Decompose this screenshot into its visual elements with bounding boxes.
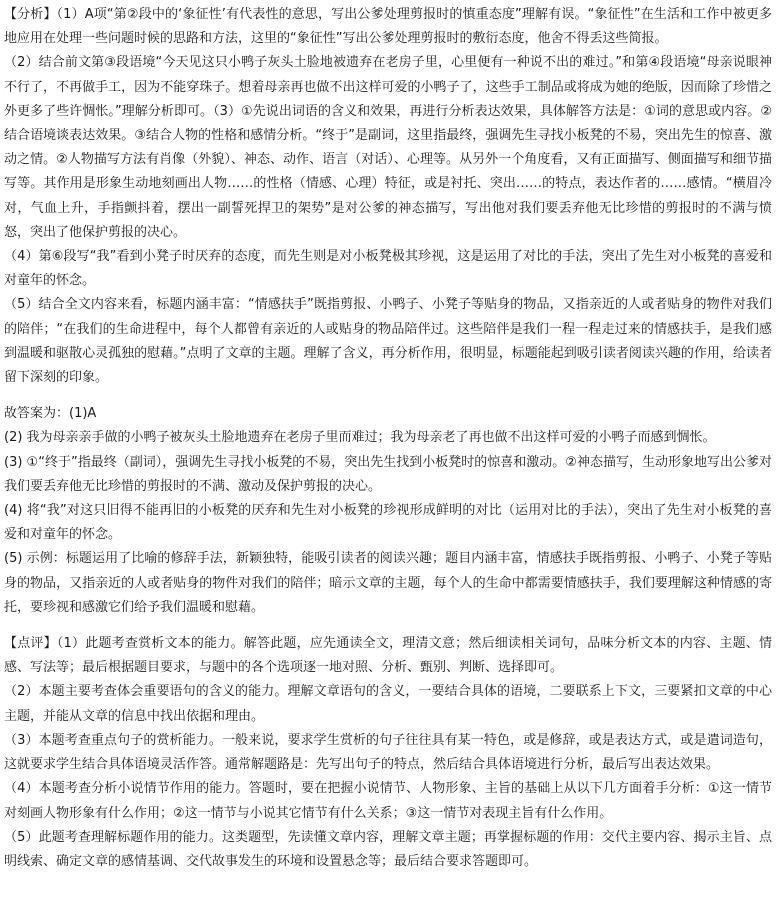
comment-4: （4）本题考查分析小说情节作用的能力。答题时，要在把握小说情节、人物形象、主旨的基础上从以下几方面着手分析：①这一情节对刻画人物形象有什么作用；②这一情节与小说其它情节有什么关系；③这一情节对表现主旨有什么作用。 (4, 781, 772, 821)
answer-4: (4) 将“我”对这只旧得不能再旧的小板凳的厌弃和先生对小板凳的珍视形成鲜明的对比（运用对比的手法），突出了先生对小板凳的喜爱和对童年的怀念。 (4, 503, 772, 543)
comment-5: （5）此题考查理解标题作用的能力。这类题型，先读懂文章内容，理解文章主题；再掌握标题的作用：交代主要内容、揭示主旨、点明线索、确定文章的感情基调、交代故事发生的环境和设置悬念等；最后结合要求答题即可。 (4, 829, 772, 869)
analysis-section (4, 3, 772, 390)
analysis-paragraph-1: 【分析】（1）A项“第②段中的‘象征性’有代表性的意思，写出公爹处理剪报时的慎重态度”理解有误。“象征性”在生活和工作中被更多地应用在处理一些问题时候的思路和方法，这里的“象征性”写出公爹处理剪报时的敷衍态度，他舍不得丢这些简报。 (4, 7, 772, 47)
section-gap (4, 390, 772, 402)
answer-5: (5) 示例：标题运用了比喻的修辞手法，新颖独特，能吸引读者的阅读兴趣；题目内涵丰富，情感扶手既指剪报、小鸭子、小凳子等贴身的物品，又指亲近的人或者贴身的物件对我们的陪伴；暗示文章的主题，每个人的生命中都需要情感扶手，我们要理解这种情感的寄托，要珍视和感激它们给予我们温暖和慰藉。 (4, 551, 772, 615)
comment-section (4, 632, 772, 874)
comment-3: （3）本题考查重点句子的赏析能力。一般来说，要求学生赏析的句子往往具有某一特色，或是修辞，或是表达方式，或是遣词造句，这就要求学生结合具体语境灵活作答。通常解题路是：先写出句子的特点，然后结合具体语境进行分析，最后写出表达效果。 (4, 732, 772, 773)
answer-1: 故答案为：(1)A (4, 406, 97, 422)
analysis-paragraph-2: （2）结合前文第③段语境“今天见这只小鸭子灰头土脸地被遗弃在老房子里，心里便有一种说不出的难过。”和第④段语境“母亲说眼神不行了，不再做手工，因为不能穿珠子。想着母亲再也做不出这样可爱的小鸭子了，这些手工制品或将成为她的绝版，因而除了珍惜之外更多了些许惆怅。”理解分析即可。（3）①先说出词语的含义和效果，再进行分析表达效果，具体解答方法是：①词的意思或内容。②结合语境谈表达效果。③结合人物的性格和感情分析。“终于”是副词，这里指最终，强调先生寻找小板凳的不易，突出先生的惊喜、激动之情。②人物描写方法有肖像（外貌）、神态、动作、语言（对话）、心理等。从另外一个角度看，又有正面描写、侧面描写和细节描写等。其作用是形象生动地刻画出人物……的性格（情感、心理）特征，或是衬托、突出……的特点，表达作者的……感情。“横眉冷对，气血上升，手指颤抖着，摆出一副誓死捍卫的架势”是对公爹的神态描写，写出他对我们要丢弃他无比珍惜的剪报时的不满与愤怒，突出了他保护剪报的决心。 (4, 55, 772, 240)
comment-2: （2）本题主要考查体会重要语句的含义的能力。理解文章语句的含义，一要结合具体的语境，二要联系上下文，三要紧扣文章的中心主题，并能从文章的信息中找出依据和理由。 (4, 684, 772, 724)
analysis-paragraph-3: （4）第⑥段写“我”看到小凳子时厌弃的态度，而先生则是对小板凳极其珍视，这是运用了对比的手法，突出了先生对小板凳的喜爱和对童年的怀念。 (4, 249, 772, 289)
comment-1: 【点评】（1）此题考查赏析文本的能力。解答此题，应先通读全文，理清文意；然后细读相关词句，品味分析文本的内容、主题、情感、写法等；最后根据题目要求，与题中的各个选项逐一地对照、分析、甄别、判断、选择即可。 (4, 636, 772, 676)
analysis-paragraph-4: （5）结合全文内容来看，标题内涵丰富：“情感扶手”既指剪报、小鸭子、小凳子等贴身的物品，又指亲近的人或者贴身的物件对我们的陪伴；“在我们的生命进程中，每个人都曾有亲近的人或贴身的物品陪伴过。这些陪伴是我们一程一程走过来的情感扶手，是我们感到温暖和驱散心灵孤独的慰藉。”点明了文章的主题。理解了含义，再分析作用，很明显，标题能起到吸引读者阅读兴趣的作用，给读者留下深刻的印象。 (4, 297, 772, 386)
answer-2: (2) 我为母亲亲手做的小鸭子被灰头土脸地遗弃在老房子里而难过；我为母亲老了再也做不出这样可爱的小鸭子而感到惆怅。 (4, 430, 716, 446)
section-gap (4, 620, 772, 632)
answer-section (4, 402, 772, 620)
answer-3: (3) ①“终于”指最终（副词），强调先生寻找小板凳的不易，突出先生找到小板凳时的惊喜和激动。②神态描写，生动形象地写出公爹对我们要丢弃他无比珍惜的剪报时的不满、激动及保护剪报的决心。 (4, 454, 772, 494)
